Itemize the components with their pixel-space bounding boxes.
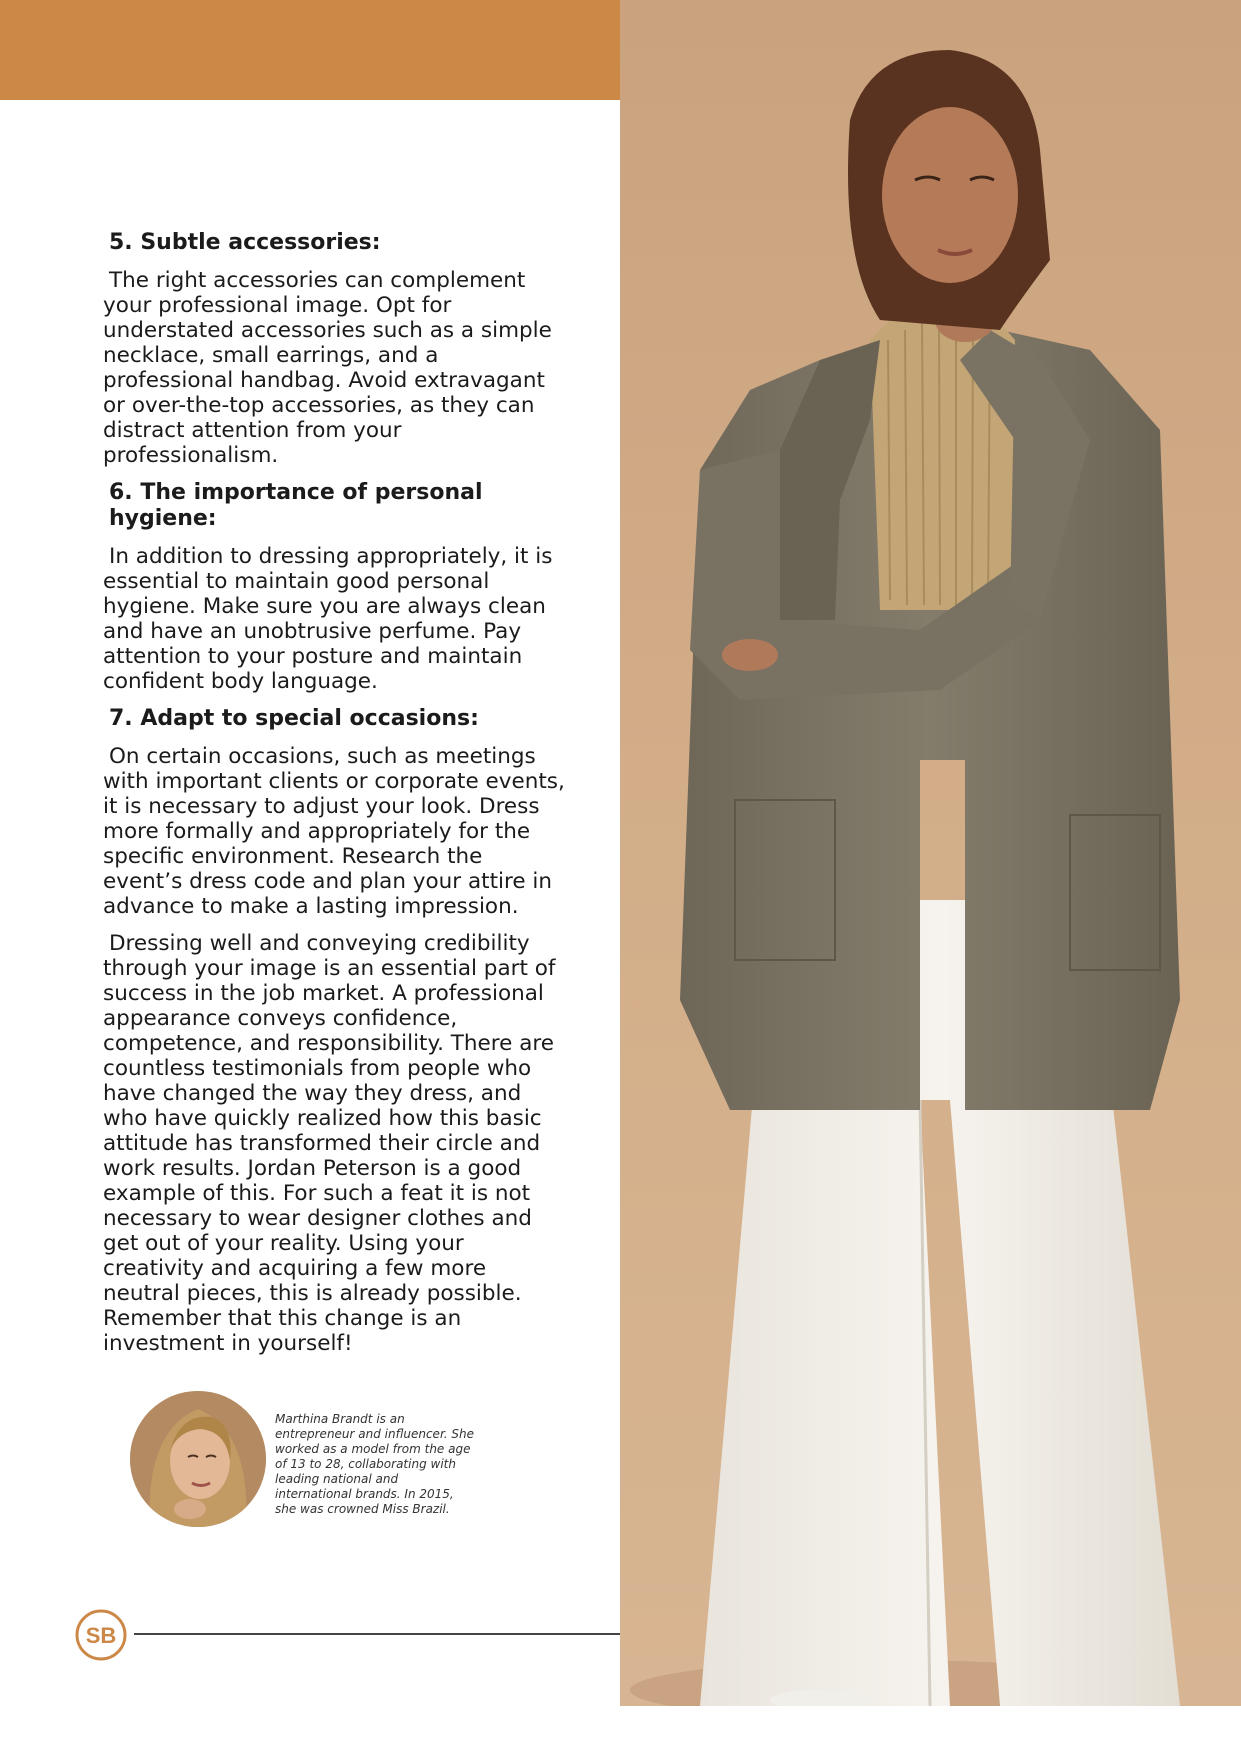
paragraph-conclusion: Dressing well and conveying credibility through your image is an essential part of success in the job market. A professional appearance conveys confidence, competence, and responsibility. There are countless testimonials from people who have changed the way they dress, and who have quickly realized how this basic attitude has transformed their circle and work results. Jordan Peterson is a good example of this. For such a feat it is not necessary to wear designer clothes and get out of your reality. Using your creativity and acquiring a few more neutral pieces, this is already possible. Remember that this change is an investment in yourself! xyxy=(103,931,556,1356)
section-heading-accessories: 5. Subtle accessories: xyxy=(109,230,381,255)
author-avatar xyxy=(130,1391,266,1527)
author-box xyxy=(130,1391,475,1527)
paragraph-occasions: On certain occasions, such as meetings with important clients or corporate events, it is necessary to adjust your look. Dress more formally and appropriately for the specific environment. Research the event’s dress code and plan your attire in advance to make a lasting impression. xyxy=(103,744,565,919)
paragraph-hygiene: In addition to dressing appropriately, it is essential to maintain good personal hygiene. Make sure you are always clean and have an unobtrusive perfume. Pay attention to your posture and maintain confident body language. xyxy=(103,544,553,694)
section-heading-hygiene: 6. The importance of personal hygiene: xyxy=(109,480,483,531)
author-bio: Marthina Brandt is an entrepreneur and influencer. She worked as a model from the age of 13 to 28, collaborating with leading national and international brands. In 2015, she was crowned Miss Brazil. xyxy=(275,1412,475,1516)
sb-logo-icon xyxy=(74,1608,128,1662)
fashion-photo xyxy=(620,0,1241,1706)
logo-text: SB xyxy=(85,1623,117,1648)
author-portrait xyxy=(130,1391,266,1527)
paragraph-accessories: The right accessories can complement your professional image. Opt for understated accessories such as a simple necklace, small earrings, and a professional handbag. Avoid extravagant or over-the-top accessories, as they can distract attention from your professionalism. xyxy=(103,268,552,468)
footer-divider xyxy=(134,1633,620,1635)
section-heading-occasions: 7. Adapt to special occasions: xyxy=(109,706,479,731)
model-illustration xyxy=(620,0,1241,1706)
article-body xyxy=(103,230,565,1368)
